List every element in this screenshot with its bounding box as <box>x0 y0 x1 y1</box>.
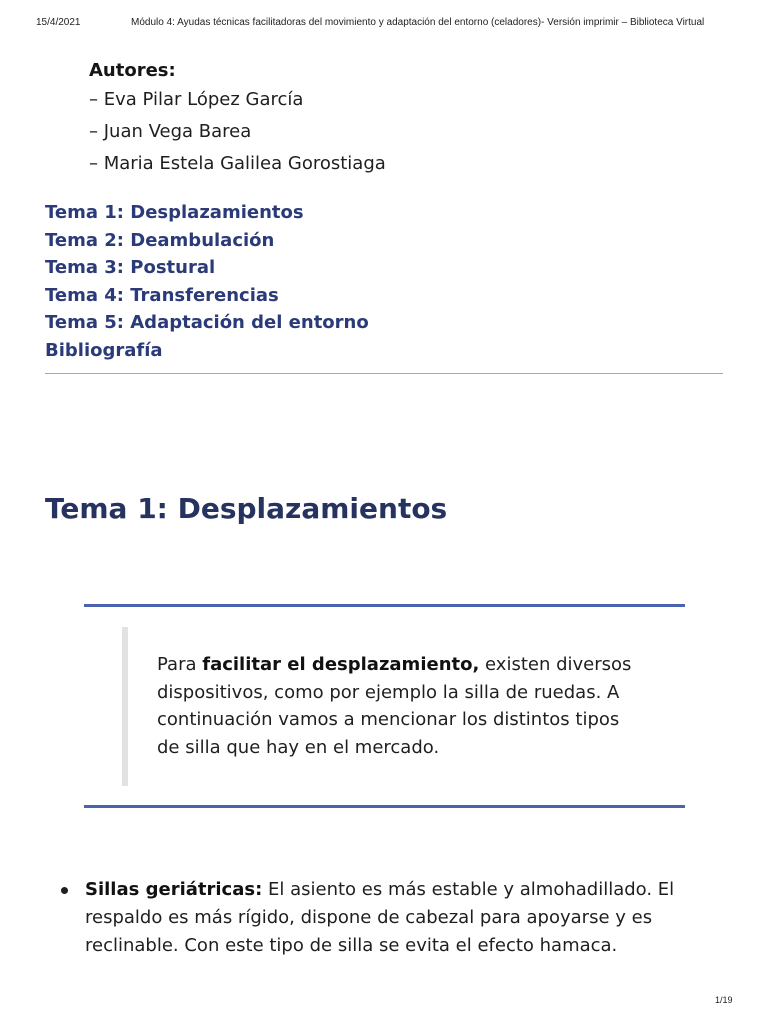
list-item-term: Sillas geriátricas: <box>85 879 263 900</box>
list-item <box>61 876 701 960</box>
section-title: Tema 1: Desplazamientos <box>45 492 448 525</box>
bullet-dot-icon <box>61 887 68 894</box>
quote-text <box>157 651 637 761</box>
author-name: – Eva Pilar López García <box>89 89 304 110</box>
author-name: – Juan Vega Barea <box>89 121 252 142</box>
toc-link-tema-5[interactable]: Tema 5: Adaptación del entorno <box>45 312 369 333</box>
toc-link-tema-3[interactable]: Tema 3: Postural <box>45 257 216 278</box>
toc-link-tema-4[interactable]: Tema 4: Transferencias <box>45 284 279 306</box>
authors-heading: Autores: <box>89 60 176 81</box>
quote-side-bar <box>122 627 128 786</box>
quote-rest: existen diversos dispositivos, como por ejemplo la silla de ruedas. A continuación vamos a mencionar los distintos tipos de silla que hay en el mercado. <box>157 654 632 758</box>
toc-link-bibliografia[interactable]: Bibliografía <box>45 339 163 361</box>
toc-link-tema-1[interactable]: Tema 1: Desplazamientos <box>45 202 304 223</box>
toc-divider <box>45 373 723 374</box>
list-item-text: El asiento es más estable y almohadillado. El respaldo es más rígido, dispone de cabezal para apoyarse y es reclinable. Con este tipo de silla se evita el efecto hamaca. <box>85 879 675 956</box>
quote-bottom-rule <box>84 805 685 808</box>
page-number: 1/19 <box>715 995 733 1005</box>
author-name: – Maria Estela Galilea Gorostiaga <box>89 153 386 174</box>
wheelchair-types-list <box>61 876 701 960</box>
print-date: 15/4/2021 <box>36 17 81 28</box>
toc-link-tema-2[interactable]: Tema 2: Deambulación <box>45 229 275 251</box>
quote-top-rule <box>84 604 685 607</box>
quote-bold-phrase: facilitar el desplazamiento, <box>202 654 480 675</box>
print-page-title: Módulo 4: Ayudas técnicas facilitadoras del movimiento y adaptación del entorno (celadores)- Versión imprimir – Biblioteca Virtual <box>131 17 705 28</box>
authors-block <box>89 58 386 180</box>
quote-prefix: Para <box>157 654 203 675</box>
table-of-contents <box>45 199 369 364</box>
